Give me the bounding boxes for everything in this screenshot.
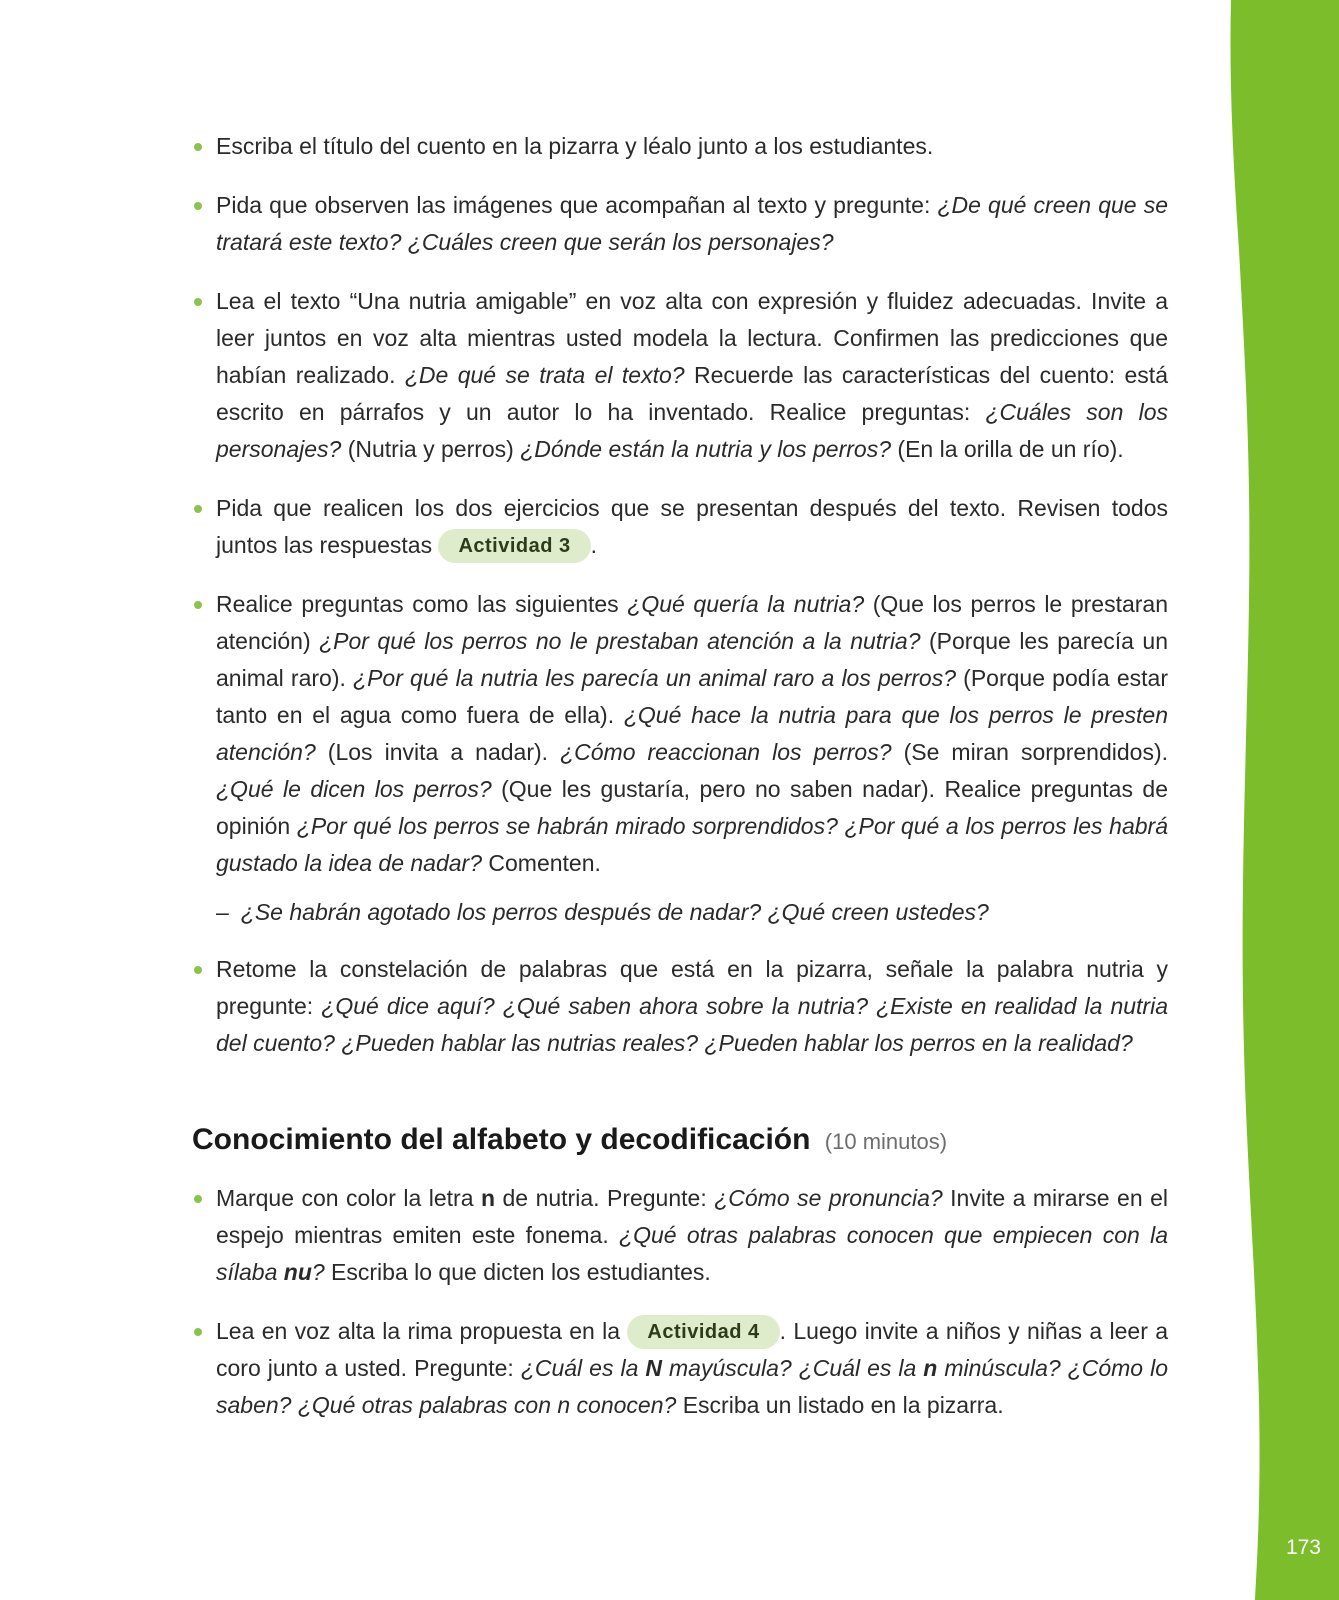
bullet-text-segment: ¿Dónde están la nutria y los perros? — [520, 436, 892, 462]
bullet-text-segment: (En la orilla de un río). — [891, 436, 1124, 462]
bullet-text-segment: Invite a mirarse en el espejo mientras emiten este fonema. — [216, 1185, 1168, 1248]
bullet-text-segment: ¿Por qué los perros se habrán mirado sorprendidos? ¿Por qué a los perros les habrá gustado la idea de nadar? — [216, 813, 1168, 876]
dash-sub-item-text: ¿Se habrán agotado los perros después de nadar? ¿Qué creen ustedes? — [240, 899, 989, 925]
bullet-text-segment: ¿Qué otras palabras conocen que empiecen con la sílaba — [216, 1222, 1168, 1285]
bullet-text-segment: Retome la constelación de palabras que está en la pizarra, señale la palabra nutria y pregunte: — [216, 956, 1168, 1019]
bullet-text-segment: (Los invita a nadar). — [315, 739, 561, 765]
bullet-text-segment: (Porque les parecía un animal raro). — [216, 628, 1168, 691]
bullet-text-segment: Marque con color la letra — [216, 1185, 481, 1211]
bullet-text-segment: ¿Qué dice aquí? ¿Qué saben ahora sobre la nutria? ¿Existe en realidad la nutria del cuento? ¿Pueden hablar las nutrias reales? ¿Pueden hablar los perros en la realidad? — [216, 993, 1168, 1056]
bullet-text-segment: (Que los perros le prestaran atención) — [216, 591, 1168, 654]
bullet-item — [192, 1313, 1168, 1424]
bullet-text-segment: ¿Qué le dicen los perros? — [216, 776, 492, 802]
bullet-item — [192, 128, 1168, 165]
bullet-text-segment: n — [923, 1355, 938, 1381]
bullet-text-segment: ¿Por qué los perros no le prestaban atención a la nutria? — [319, 628, 921, 654]
page-content — [192, 128, 1168, 1446]
bullet-text-segment: Lea el texto “Una nutria amigable” en voz alta con expresión y fluidez adecuadas. Invite a leer juntos en voz alta mientras usted modela la lectura. Confirmen las predicciones que habían realizado. — [216, 288, 1168, 388]
bullet-text-segment: (Se miran sorprendidos). — [891, 739, 1168, 765]
bullet-text-segment: ¿Cómo reaccionan los perros? — [560, 739, 892, 765]
top-bullet-list — [192, 128, 1168, 1062]
bullet-text-segment: mayúscula? ¿Cuál es la — [662, 1355, 924, 1381]
bullet-text-segment: Realice preguntas como las siguientes — [216, 591, 628, 617]
section-heading — [192, 1120, 1168, 1162]
bullet-text-segment: ¿Cuál es la — [520, 1355, 646, 1381]
bullet-text-segment: . — [590, 532, 598, 558]
bullet-text-segment: ¿De qué creen que se tratará este texto? ¿Cuáles creen que serán los personajes? — [216, 192, 1168, 255]
bullet-item — [192, 283, 1168, 468]
bullet-text-segment: ¿Por qué la nutria les parecía un animal raro a los perros? — [353, 665, 956, 691]
bullet-text-segment: (Nutria y perros) — [341, 436, 521, 462]
bullet-text-segment: Escriba un listado en la pizarra. — [676, 1392, 1004, 1418]
bullet-text-segment: . Luego invite a niños y niñas a leer a coro junto a usted. Pregunte: — [216, 1318, 1169, 1381]
bullet-text-segment: ? — [311, 1259, 325, 1285]
dash-sub-item — [216, 894, 1168, 931]
bullet-text-segment: Recuerde las características del cuento: está escrito en párrafos y un autor lo ha inventado. Realice preguntas: — [216, 362, 1168, 425]
bullet-item — [192, 1180, 1168, 1291]
dash-marker: – — [216, 899, 229, 925]
bullet-item — [192, 490, 1168, 564]
bullet-text-segment: de nutria. Pregunte: — [495, 1185, 715, 1211]
bullet-item — [192, 586, 1168, 882]
bullet-text-segment: (Que les gustaría, pero no saben nadar). Realice preguntas de opinión — [216, 776, 1168, 839]
bullet-text-segment: ¿De qué se trata el texto? — [404, 362, 685, 388]
bullet-text-segment: N — [645, 1355, 662, 1381]
bullet-text-segment: Lea en voz alta la rima propuesta en la — [216, 1318, 628, 1344]
bullet-text-segment: (Porque podía estar tanto en el agua como fuera de ella). — [216, 665, 1168, 728]
bullet-text-segment: ¿Qué hace la nutria para que los perros le presten atención? — [216, 702, 1168, 765]
bullet-text-segment: ¿Cuáles son los personajes? — [216, 399, 1168, 462]
green-side-band — [1229, 0, 1339, 1600]
bullet-item — [192, 187, 1168, 261]
section-duration: (10 minutos) — [824, 1129, 948, 1154]
bottom-bullet-list — [192, 1180, 1168, 1424]
bullet-item — [192, 951, 1168, 1062]
bullet-text-segment: ¿Cómo se pronuncia? — [714, 1185, 943, 1211]
bullet-text-segment: Pida que realicen los dos ejercicios que se presentan después del texto. Revisen todos juntos las respuestas — [216, 495, 1168, 558]
bullet-text-segment: minúscula? ¿Cómo lo saben? ¿Qué otras palabras con n conocen? — [216, 1355, 1168, 1418]
green-band-shape — [1230, 0, 1339, 1600]
bullet-text-segment: Pida que observen las imágenes que acompañan al texto y pregunte: — [216, 192, 938, 218]
bullet-text-segment: nu — [283, 1259, 312, 1285]
activity-badge: Actividad 4 — [627, 1315, 779, 1349]
bullet-text-segment: n — [480, 1185, 496, 1211]
page-number: 173 — [1285, 1536, 1321, 1559]
bullet-text-segment: Escriba lo que dicten los estudiantes. — [324, 1259, 711, 1285]
bullet-text-segment: ¿Qué quería la nutria? — [627, 591, 865, 617]
bullet-text-segment: Comenten. — [482, 850, 601, 876]
section-title: Conocimiento del alfabeto y decodificación — [192, 1123, 811, 1156]
activity-badge: Actividad 3 — [438, 529, 590, 563]
bullet-text-segment: Escriba el título del cuento en la pizarra y léalo junto a los estudiantes. — [216, 133, 934, 159]
